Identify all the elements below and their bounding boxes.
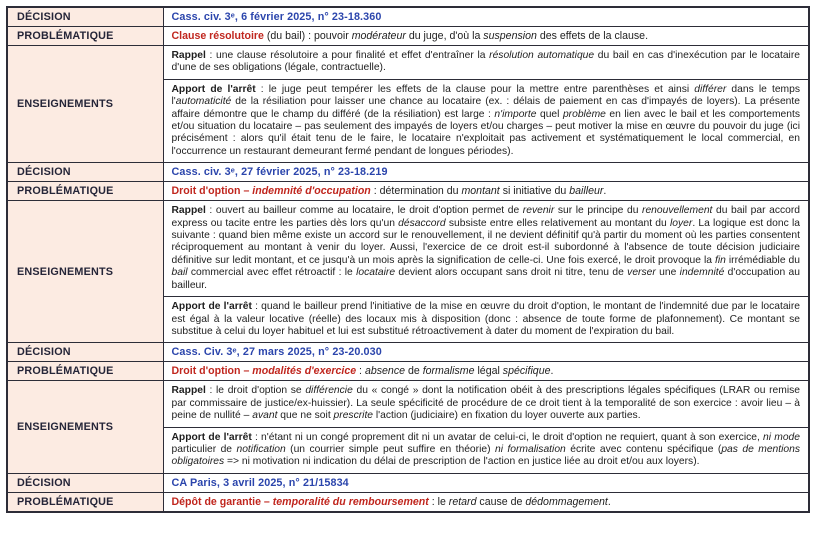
- problematique-text: Dépôt de garantie – temporalité du remboursement : le retard cause de dédommagement.: [163, 492, 809, 512]
- decision-row: [7, 7, 809, 27]
- case-law-table: [6, 6, 810, 513]
- enseignements-row-rappel: [7, 201, 809, 297]
- row-label-enseignements: ENSEIGNEMENTS: [7, 201, 163, 343]
- decision-row: [7, 473, 809, 492]
- problematique-row: [7, 27, 809, 46]
- section-case-4: [7, 473, 809, 512]
- rappel-text: Rappel : le droit d'option se différencie du « congé » dont la notification obéit à des prescriptions légales spécifiques (LRAR ou remise par commissaire de justice/ex-huissier). La seule spécificité de procédure de ce droit tient à la temporalité de son exercice : avoir lieu – à peine de nullité – avant que ne soit prescrite l'action (judiciaire) en fixation du loyer ouverte aux parties.: [163, 381, 809, 427]
- decision-reference: Cass. civ. 3ᵉ, 27 février 2025, n° 23-18.219: [163, 163, 809, 182]
- row-label-problematique: PROBLÉMATIQUE: [7, 182, 163, 201]
- enseignements-row-rappel: [7, 46, 809, 80]
- section-case-2: [7, 163, 809, 343]
- problematique-text: Droit d'option – modalités d'exercice : absence de formalisme légal spécifique.: [163, 362, 809, 381]
- decision-row: [7, 343, 809, 362]
- problematique-row: [7, 362, 809, 381]
- decision-reference: CA Paris, 3 avril 2025, n° 21/15834: [163, 473, 809, 492]
- row-label-decision: DÉCISION: [7, 473, 163, 492]
- apport-text: Apport de l'arrêt : n'étant ni un congé proprement dit ni un avatar de celui-ci, le droit d'option ne requiert, quant à son exercice, ni mode particulier de notification (un courrier simple peut suffire en théorie) ni formalisation écrite avec contenu spécifique (pas de mentions obligatoires => ni motivation ni indication du délai de prescription de l'action en justice liée au droit et/ou aux loyers).: [163, 427, 809, 473]
- problematique-text: Droit d'option – indemnité d'occupation : détermination du montant si initiative du bailleur.: [163, 182, 809, 201]
- problematique-text: Clause résolutoire (du bail) : pouvoir modérateur du juge, d'où la suspension des effets de la clause.: [163, 27, 809, 46]
- rappel-text: Rappel : ouvert au bailleur comme au locataire, le droit d'option permet de revenir sur le principe du renouvellement du bail par accord express ou tacite entre les parties dès lors qu'un désaccord subsiste entre elles relativement au montant du loyer. La logique est donc la suivante : quand bien même existe un accord sur le renouvellement, il ne devient définitif qu'à partir du moment où les parties consentent réciproquement au montant à venir du loyer. Aussi, l'exercice de ce droit est-il subordonné à l'absence de toute décision judiciaire définitive sur ledit montant, et ce jusqu'à un mois après la signification de celle-ci. Une fois exercé, le droit provoque la fin irrémédiable du bail commercial avec effet rétroactif : le locataire devient alors occupant sans droit ni titre, tenu de verser une indemnité d'occupation au bailleur.: [163, 201, 809, 297]
- rappel-text: Rappel : une clause résolutoire a pour finalité et effet d'entraîner la résolution automatique du bail en cas d'inexécution par le locataire d'une de ses obligations (légale, contractuelle).: [163, 46, 809, 80]
- decision-reference: Cass. Civ. 3ᵉ, 27 mars 2025, n° 23-20.030: [163, 343, 809, 362]
- enseignements-row-rappel: [7, 381, 809, 427]
- row-label-problematique: PROBLÉMATIQUE: [7, 492, 163, 512]
- row-label-decision: DÉCISION: [7, 343, 163, 362]
- problematique-row: [7, 492, 809, 512]
- apport-text: Apport de l'arrêt : quand le bailleur prend l'initiative de la mise en œuvre du droit d'option, le montant de l'indemnité due par le locataire est égal à la valeur locative (réelle) des locaux mis à disposition (donc : absence de toute forme de plafonnement). Ce montant se substitue à celui du loyer habituel et lui est substitué rétroactivement à dater du moment de l'expiration du bail.: [163, 297, 809, 343]
- row-label-problematique: PROBLÉMATIQUE: [7, 27, 163, 46]
- decision-reference: Cass. civ. 3ᵉ, 6 février 2025, n° 23-18.360: [163, 7, 809, 27]
- apport-text: Apport de l'arrêt : le juge peut tempérer les effets de la clause pour la mettre entre parenthèses et ainsi différer dans le temps l'automaticité de la résiliation pour laisser une chance au locataire (ex. : délais de paiement en cas d'impayés de loyers). La présente affaire démontre que le champ du différé (de la résiliation) est large : n'importe quel problème en lien avec le bail et les comportements et/ou situation du locataire – pas seulement des impayés de loyers et/ou charges – peut motiver la mise en œuvre du pouvoir du juge (ici précisément : alors qu'il était tenu de le faire, le locataire n'exploitait pas activement et systématiquement le local commercial, en l'occurrence un restaurant demeurant fermé pendant de longues périodes).: [163, 79, 809, 162]
- row-label-decision: DÉCISION: [7, 163, 163, 182]
- decision-row: [7, 163, 809, 182]
- row-label-problematique: PROBLÉMATIQUE: [7, 362, 163, 381]
- section-case-1: [7, 7, 809, 163]
- row-label-enseignements: ENSEIGNEMENTS: [7, 46, 163, 163]
- problematique-row: [7, 182, 809, 201]
- section-case-3: [7, 343, 809, 473]
- row-label-decision: DÉCISION: [7, 7, 163, 27]
- row-label-enseignements: ENSEIGNEMENTS: [7, 381, 163, 473]
